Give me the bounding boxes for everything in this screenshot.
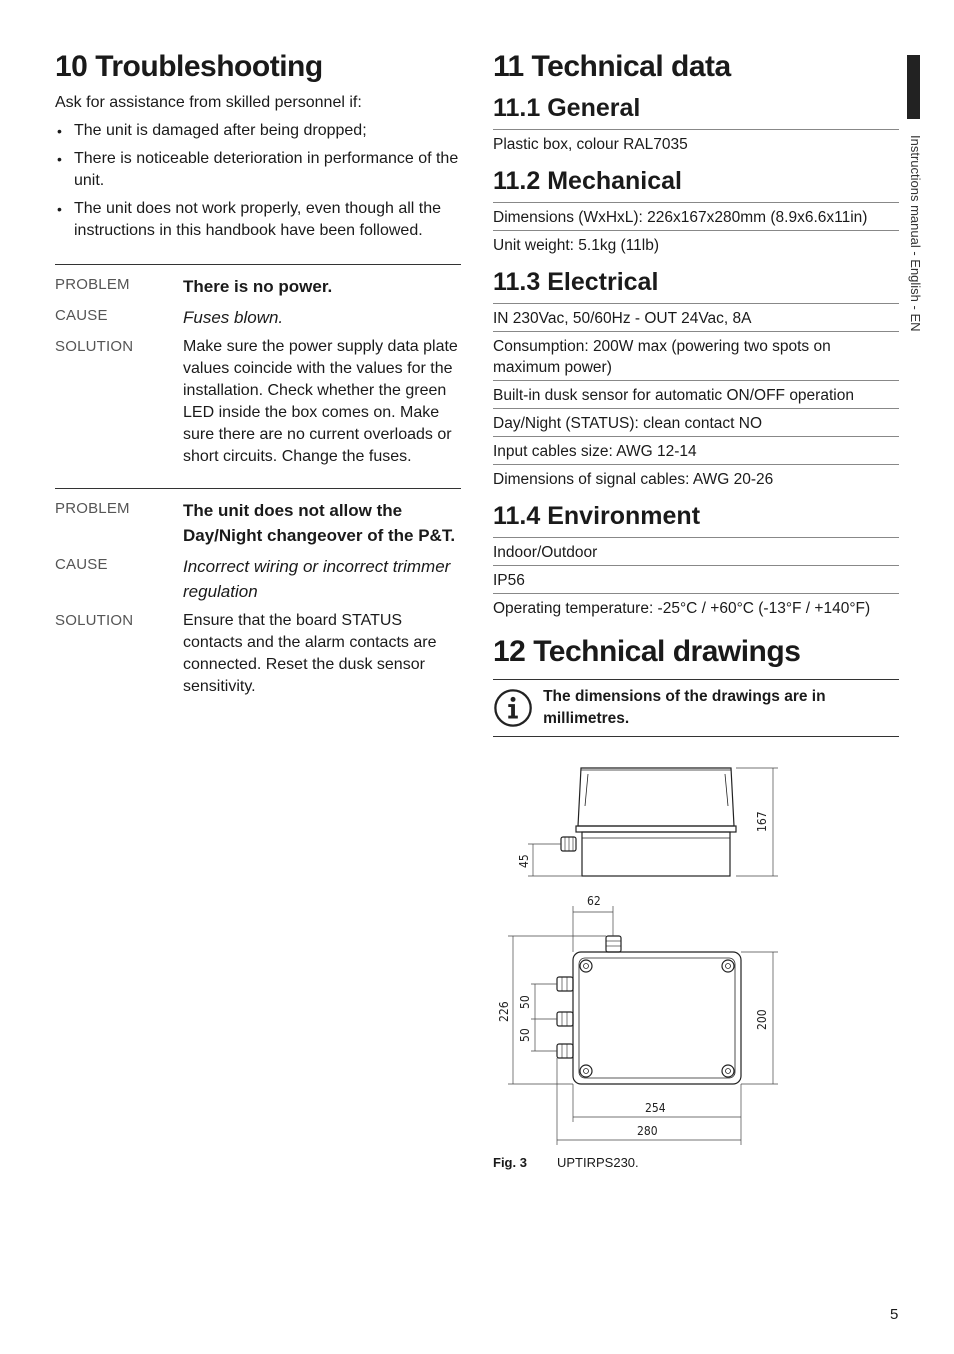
data-row: Indoor/Outdoor [493, 537, 899, 565]
cause-label: CAUSE [55, 556, 108, 573]
environment-title: 11.4 Environment [493, 502, 701, 530]
cause-text: Fuses blown. [183, 308, 284, 327]
screw [722, 960, 734, 972]
technical-drawing [493, 760, 793, 1155]
data-row: Input cables size: AWG 12-14 [493, 436, 899, 464]
section-tab [907, 55, 920, 119]
technical-data-title: 11 Technical data [493, 50, 731, 83]
info-note [493, 679, 899, 737]
environment-section [493, 502, 899, 621]
side-view-base [582, 832, 730, 876]
screw [580, 1065, 592, 1077]
troubleshooting-title: 10 Troubleshooting [55, 50, 323, 83]
left-gland [557, 1044, 573, 1058]
note-text: The dimensions of the drawings are in millimetres. [543, 688, 826, 727]
electrical-title: 11.3 Electrical [493, 268, 659, 296]
solution-text: Make sure the power supply data plate values coincide with the values for the installation. Check whether the green LED inside the box comes on. Make sure there are no current overloads or short circuits. Change the fuses. [183, 338, 458, 465]
cause-label: CAUSE [55, 307, 108, 324]
electrical-section [493, 268, 899, 492]
problem-block-2 [55, 488, 461, 698]
data-row: Consumption: 200W max (powering two spots on maximum power) [493, 331, 899, 380]
problem-label: PROBLEM [55, 276, 130, 293]
dim-280: 280 [637, 1124, 658, 1138]
dim-50a: 50 [518, 995, 532, 1009]
info-icon [493, 687, 533, 729]
dim-167: 167 [755, 811, 769, 832]
front-view-box [573, 952, 741, 1084]
solution-label: SOLUTION [55, 612, 134, 629]
data-row: Operating temperature: -25°C / +60°C (-13°F / +140°F) [493, 593, 899, 621]
solution-label: SOLUTION [55, 338, 134, 355]
data-row: Plastic box, colour RAL7035 [493, 129, 899, 157]
drawings-section [493, 635, 899, 737]
figure-caption [493, 1155, 639, 1170]
bullet-item: • The unit does not work properly, even though all the instructions in this handbook have been followed. [55, 198, 461, 242]
technical-data-section [493, 50, 899, 737]
data-row: Built-in dusk sensor for automatic ON/OFF operation [493, 380, 899, 408]
top-gland [606, 936, 621, 952]
general-section [493, 94, 899, 157]
page-number: 5 [890, 1306, 899, 1323]
problem-row [55, 274, 461, 299]
mechanical-title: 11.2 Mechanical [493, 167, 683, 195]
bullet-item: • There is noticeable deterioration in performance of the unit. [55, 148, 461, 192]
general-title: 11.1 General [493, 94, 641, 122]
solution-text: Ensure that the board STATUS contacts and the alarm contacts are connected. Reset the dusk sensor sensitivity. [183, 612, 437, 695]
problem-block-1 [55, 264, 461, 468]
dim-226: 226 [497, 1001, 511, 1022]
data-row: Day/Night (STATUS): clean contact NO [493, 408, 899, 436]
data-row: IN 230Vac, 50/60Hz - OUT 24Vac, 8A [493, 303, 899, 331]
problem-text: The unit does not allow the Day/Night changeover of the P&T. [183, 501, 456, 545]
problem-text: There is no power. [183, 277, 333, 296]
figure-caption-text: UPTIRPS230. [557, 1155, 639, 1170]
side-view-lid [578, 768, 734, 826]
troubleshooting-section [55, 50, 461, 704]
bullet-item: • The unit is damaged after being dropped; [55, 120, 461, 142]
data-row: IP56 [493, 565, 899, 593]
dim-254: 254 [645, 1101, 666, 1115]
data-row: Unit weight: 5.1kg (11lb) [493, 230, 899, 258]
data-row: Dimensions of signal cables: AWG 20-26 [493, 464, 899, 492]
cause-row [55, 554, 461, 604]
cause-row [55, 305, 461, 330]
solution-row [55, 610, 461, 698]
troubleshooting-intro: Ask for assistance from skilled personnel if: [55, 94, 362, 111]
dim-62: 62 [587, 894, 601, 908]
drawings-title: 12 Technical drawings [493, 635, 801, 668]
problem-row [55, 498, 461, 548]
screw [722, 1065, 734, 1077]
side-view-flange [576, 826, 736, 832]
left-gland [557, 1012, 573, 1026]
problem-label: PROBLEM [55, 500, 130, 517]
mechanical-section [493, 167, 899, 258]
cause-text: Incorrect wiring or incorrect trimmer regulation [183, 557, 451, 601]
dim-45: 45 [517, 854, 531, 868]
side-gland [561, 837, 576, 851]
side-running-text: Instructions manual - English - EN [908, 135, 923, 332]
troubleshooting-bullets [55, 120, 461, 242]
left-gland [557, 977, 573, 991]
dim-50b: 50 [518, 1028, 532, 1042]
data-row: Dimensions (WxHxL): 226x167x280mm (8.9x6.6x11in) [493, 202, 899, 230]
solution-row [55, 336, 461, 468]
box-drawing [493, 760, 793, 1150]
dim-200: 200 [755, 1009, 769, 1030]
figure-label: Fig. 3 [493, 1155, 527, 1170]
screw [580, 960, 592, 972]
